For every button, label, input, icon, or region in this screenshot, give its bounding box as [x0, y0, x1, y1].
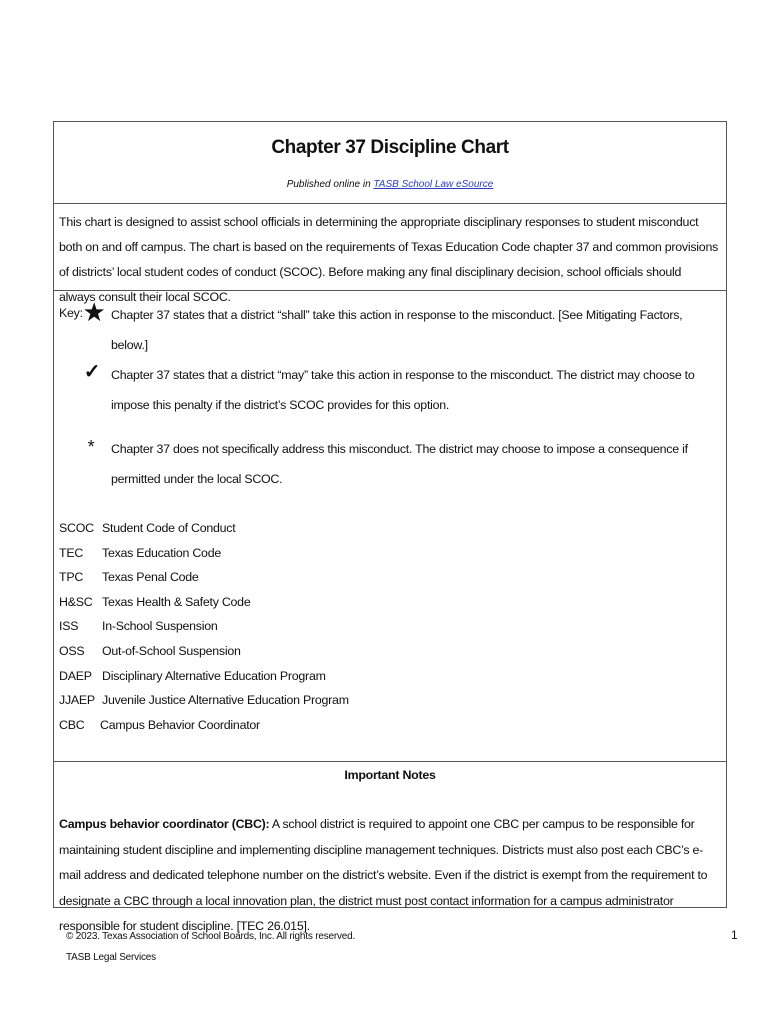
abbr-term: Campus Behavior Coordinator [100, 717, 260, 732]
list-item [59, 590, 659, 615]
page-number: 1 [731, 928, 738, 942]
esource-link[interactable]: TASB School Law eSource [373, 179, 494, 190]
discipline-chart-page [53, 121, 727, 933]
list-item [59, 639, 659, 664]
abbr-code: OSS [59, 643, 85, 658]
department-text: TASB Legal Services [66, 952, 156, 963]
checkmark-icon: ✓ [83, 361, 101, 383]
abbr-term: Out-of-School Suspension [102, 643, 241, 658]
list-item [59, 688, 659, 713]
abbr-term: Disciplinary Alternative Education Program [102, 668, 326, 683]
page-footer [66, 926, 355, 968]
notes-paragraph [59, 812, 720, 940]
key-label: Key: [59, 306, 83, 320]
abbr-code: TEC [59, 545, 84, 560]
notes-lead: Campus behavior coordinator (CBC): [59, 817, 270, 831]
intro-paragraph: This chart is designed to assist school officials in determining the appropriate disciplinary responses to student misconduct both on and off campus. The chart is based on the requirements of Texas Education Code chapter 37 and common provisions of districts’ local student codes of conduct (SCOC). Before making any final disciplinary decision, school officials should always consult their local SCOC. [59, 215, 719, 304]
list-item [59, 614, 659, 639]
abbr-code: SCOC [59, 521, 94, 535]
abbr-code: DAEP [59, 668, 92, 683]
title-section [54, 122, 726, 204]
copyright-text: © 2023. Texas Association of School Boards, Inc. All rights reserved. [66, 931, 356, 942]
list-item [59, 516, 659, 541]
key-text-may: Chapter 37 states that a district “may” take this action in response to the misconduct. The district may choose to impose this penalty if the district’s SCOC provides for this option. [111, 368, 695, 412]
abbreviation-list [59, 516, 659, 737]
key-text-shall: Chapter 37 states that a district “shall” take this action in response to the misconduct. [See Mitigating Factors, below.] [111, 308, 683, 352]
abbr-term: In-School Suspension [102, 619, 218, 634]
list-item [59, 541, 659, 566]
abbr-code: JJAEP [59, 693, 95, 708]
list-item [59, 713, 659, 738]
intro-section [54, 204, 726, 304]
star-icon: ★ [82, 297, 106, 327]
notes-text: A school district is required to appoint one CBC per campus to be responsible for maintaining student discipline and implementing discipline management techniques. Districts must also post each CBC’s e-mail address and dedicated telephone number on the district’s website. Even if the district is exempt from the requirement to designate a CBC through a local innovation plan, the district must post contact information for a campus administrator responsible for student discipline. [TEC 26.015]. [59, 817, 708, 933]
abbr-code: H&SC [59, 594, 93, 609]
subtitle-prefix: Published online in [286, 179, 374, 190]
abbr-term: Student Code of Conduct [102, 521, 236, 535]
list-item [59, 565, 659, 590]
abbr-term: Texas Penal Code [102, 570, 199, 585]
abbr-code: ISS [59, 619, 79, 634]
abbr-term: Juvenile Justice Alternative Education Program [102, 693, 349, 708]
page-title: Chapter 37 Discipline Chart [271, 137, 509, 158]
asterisk-icon: * [87, 437, 95, 457]
abbr-term: Texas Health & Safety Code [102, 594, 251, 609]
key-section [54, 291, 726, 762]
key-text-not-addressed: Chapter 37 does not specifically address this misconduct. The district may choose to impose a consequence if permitted under the local SCOC. [111, 442, 688, 486]
abbr-code: CBC [59, 717, 85, 732]
subtitle [54, 179, 726, 190]
important-notes-section [54, 762, 726, 933]
notes-heading: Important Notes [344, 768, 436, 782]
list-item [59, 664, 659, 689]
abbr-code: TPC [59, 570, 84, 585]
abbr-term: Texas Education Code [102, 545, 221, 560]
